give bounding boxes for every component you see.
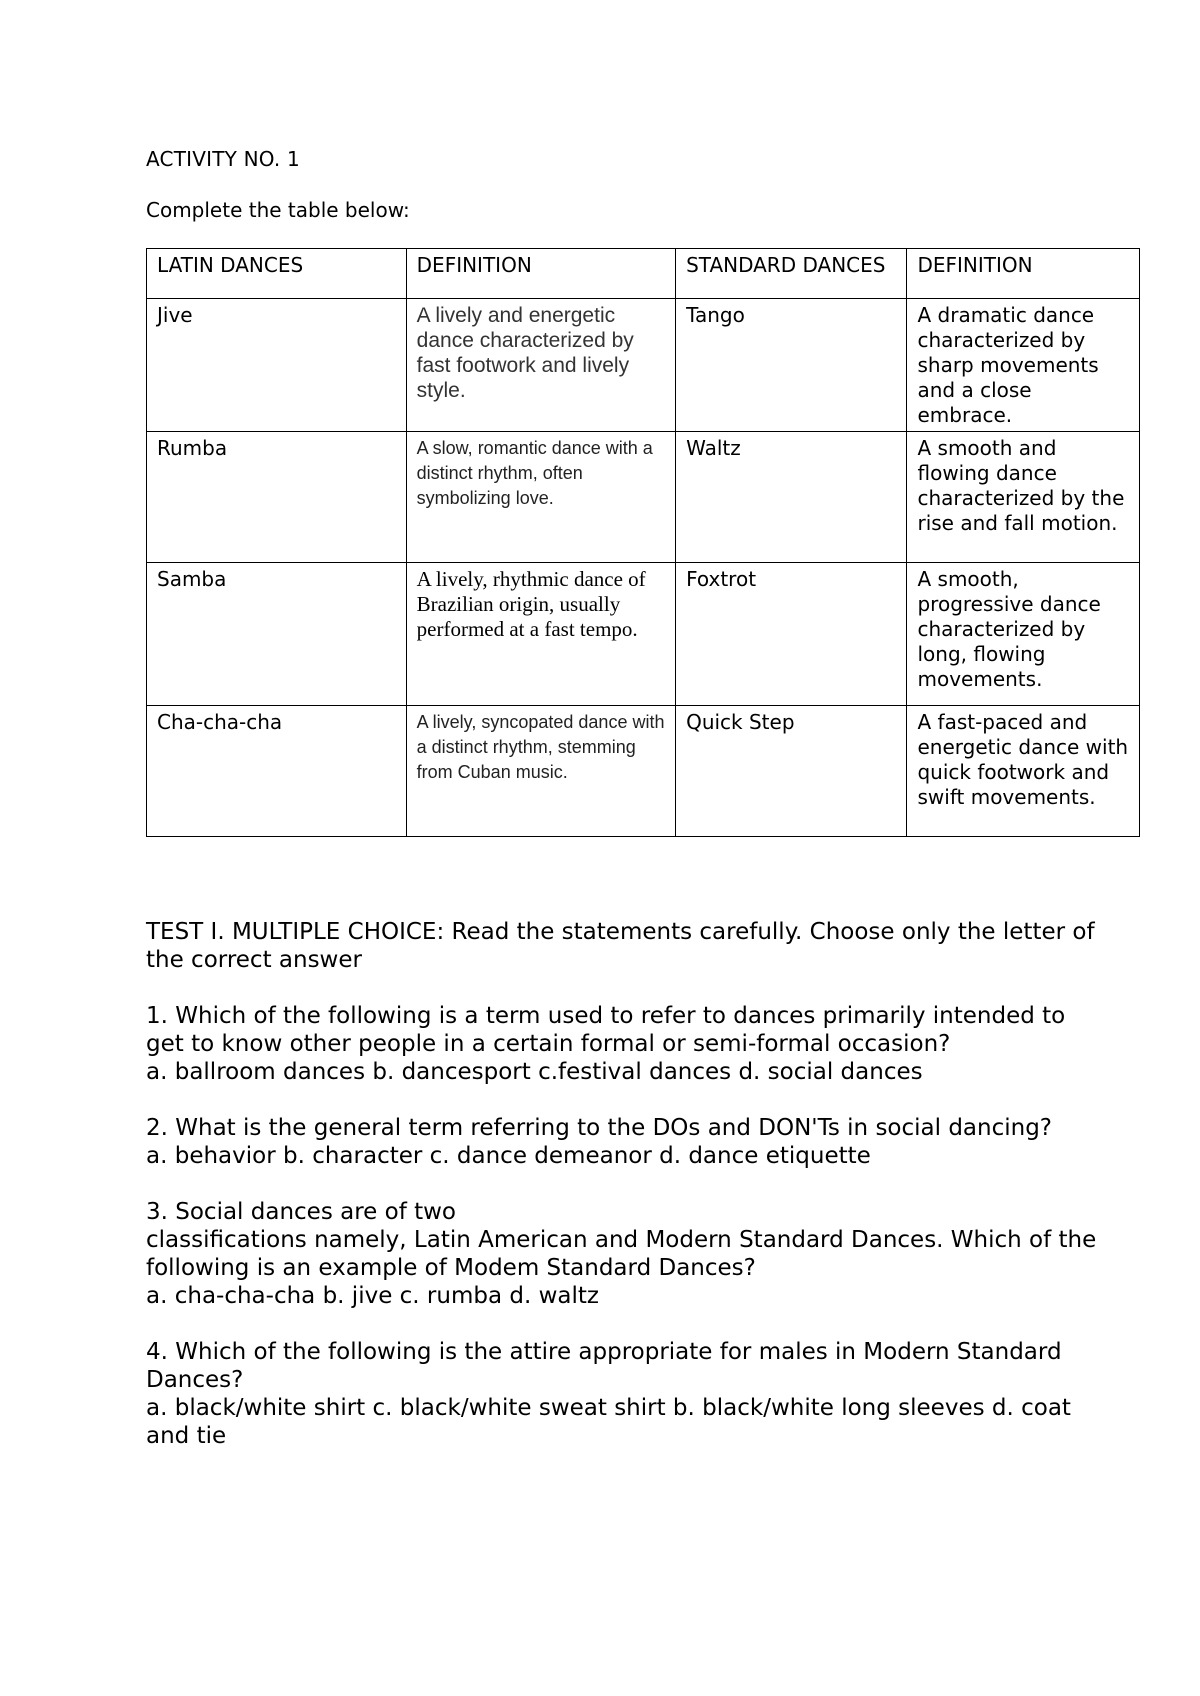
latin-dance-definition: A lively, syncopated dance with a distinct rhythm, stemming from Cuban music.	[406, 706, 675, 837]
standard-dance-definition: A fast-paced and energetic dance with quick footwork and swift movements.	[907, 706, 1140, 837]
latin-dance-definition: A slow, romantic dance with a distinct rhythm, often symbolizing love.	[406, 432, 675, 563]
latin-dance-definition: A lively, rhythmic dance of Brazilian origin, usually performed at a fast tempo.	[406, 563, 675, 706]
standard-dance-definition: A dramatic dance characterized by sharp movements and a close embrace.	[907, 299, 1140, 432]
question-choices: a. ballroom dances b. dancesport c.festival dances d. social dances	[146, 1059, 923, 1085]
latin-dance-name: Samba	[147, 563, 407, 706]
standard-dance-name: Tango	[676, 299, 907, 432]
standard-dance-name: Quick Step	[676, 706, 907, 837]
question-text: classifications namely, Latin American and Modern Standard Dances. Which of the following is an example of Modem Standard Dances?	[146, 1227, 1097, 1281]
latin-dance-name: Rumba	[147, 432, 407, 563]
table-header-row	[147, 249, 1140, 299]
activity-instruction: Complete the table below:	[146, 198, 410, 222]
question-text: 2. What is the general term referring to the DOs and DON'Ts in social dancing?	[146, 1115, 1053, 1141]
header-standard-dances: STANDARD DANCES	[676, 249, 907, 299]
header-latin-definition: DEFINITION	[406, 249, 675, 299]
header-latin-dances: LATIN DANCES	[147, 249, 407, 299]
latin-dance-name: Cha-cha-cha	[147, 706, 407, 837]
question-choices: a. behavior b. character c. dance demeanor d. dance etiquette	[146, 1143, 871, 1169]
question-choices: a. black/white shirt c. black/white sweat shirt b. black/white long sleeves d. coat and tie	[146, 1395, 1071, 1449]
header-standard-definition: DEFINITION	[907, 249, 1140, 299]
question-choices: a. cha-cha-cha b. jive c. rumba d. waltz	[146, 1283, 599, 1309]
standard-dance-name: Foxtrot	[676, 563, 907, 706]
activity-title: ACTIVITY NO. 1	[146, 147, 300, 171]
question-text: 4. Which of the following is the attire appropriate for males in Modern Standard Dances?	[146, 1339, 1062, 1393]
multiple-choice-test	[146, 918, 1106, 1450]
dance-definitions-table	[146, 248, 1140, 837]
table-row	[147, 706, 1140, 837]
table-row	[147, 299, 1140, 432]
table-row	[147, 432, 1140, 563]
standard-dance-definition: A smooth and flowing dance characterized by the rise and fall motion.	[907, 432, 1140, 563]
latin-dance-definition: A lively and energetic dance characterized by fast footwork and lively style.	[406, 299, 675, 432]
test-heading: TEST I. MULTIPLE CHOICE: Read the statements carefully. Choose only the letter of the correct answer	[146, 919, 1095, 973]
table-row	[147, 563, 1140, 706]
question-text: 1. Which of the following is a term used to refer to dances primarily intended to get to know other people in a certain formal or semi-formal occasion?	[146, 1003, 1066, 1057]
standard-dance-name: Waltz	[676, 432, 907, 563]
question-text: 3. Social dances are of two	[146, 1199, 457, 1225]
latin-dance-name: Jive	[147, 299, 407, 432]
standard-dance-definition: A smooth, progressive dance characterized by long, flowing movements.	[907, 563, 1140, 706]
